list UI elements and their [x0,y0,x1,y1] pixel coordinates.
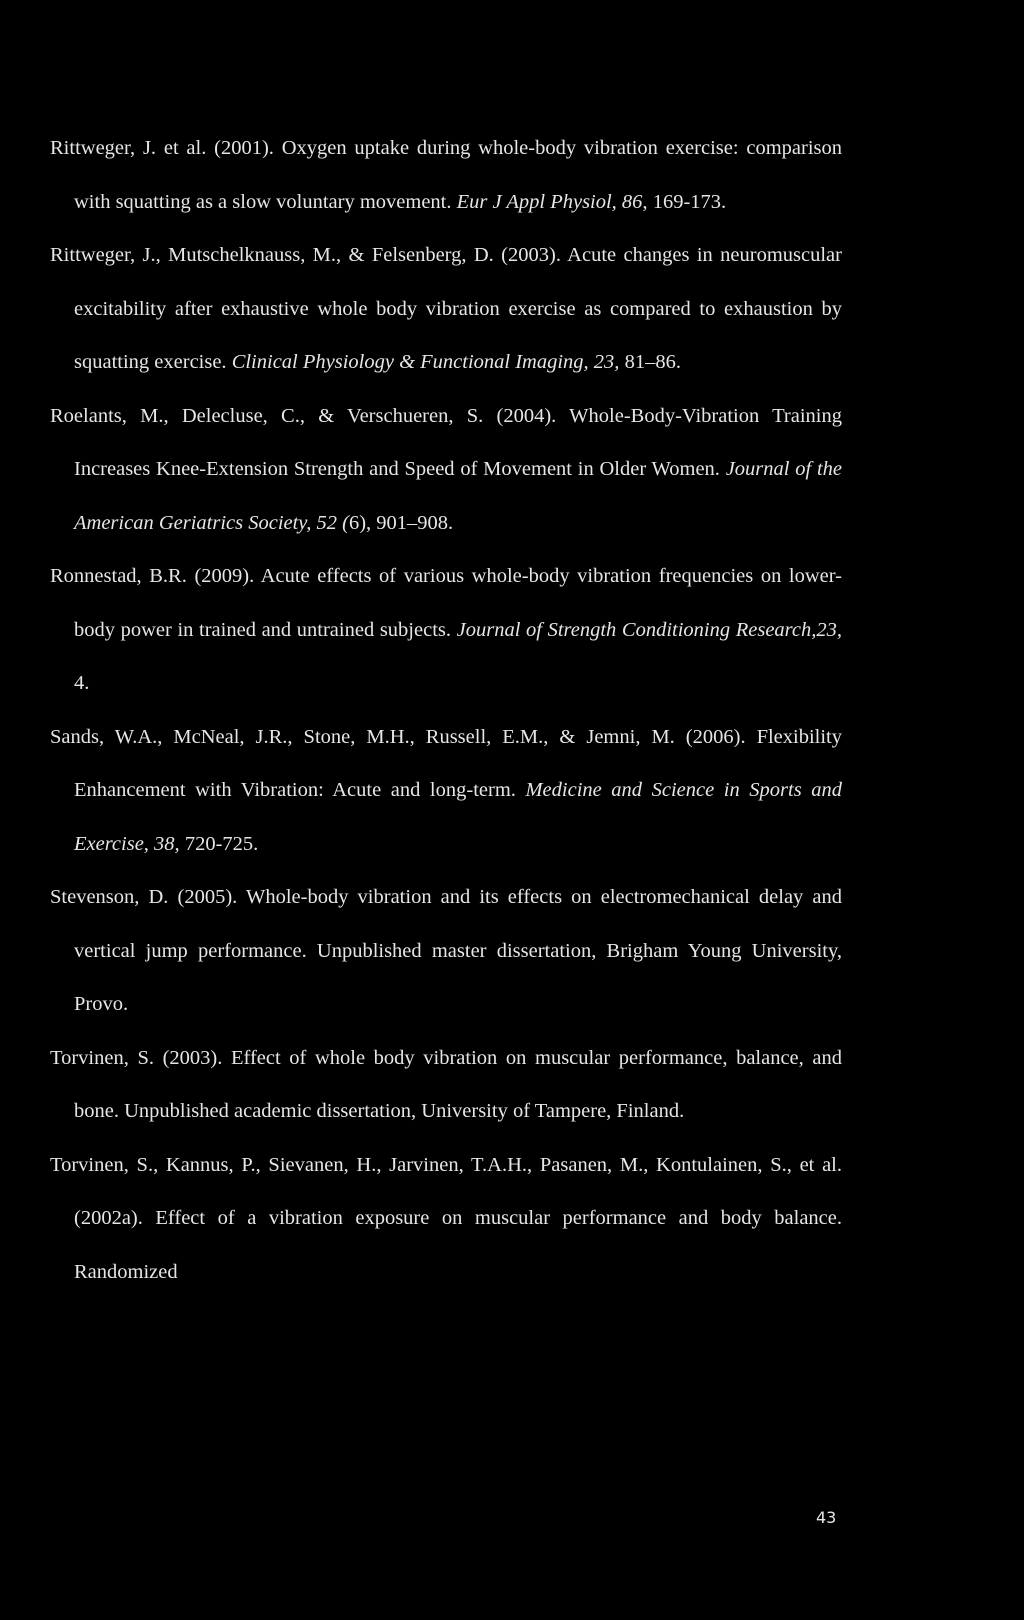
reference-pages: 4. [74,672,90,694]
reference-text: Torvinen, S. (2003). Effect of whole body vibration on muscular performance, balance, and bone. Unpublished academic dissertation, University of Tampere, Finland. [50,1046,842,1122]
reference-entry [50,229,842,390]
reference-source: Clinical Physiology & Functional Imaging, 23, [231,351,620,373]
reference-entry [50,122,842,229]
reference-text: Stevenson, D. (2005). Whole-body vibration and its effects on electromechanical delay and vertical jump performance. Unpublished master dissertation, Brigham Young University, Provo. [50,886,842,1015]
reference-source: Eur J Appl Physiol, 86, [456,190,648,213]
reference-source: Medicine and Science in Sports and Exercise, 38, [74,779,843,855]
reference-text: Ronnestad, B.R. (2009). Acute effects of various whole-body vibration frequencies on lower-body power in trained and untrained subjects. [50,565,842,641]
reference-text: Rittweger, J., Mutschelknauss, M., & Felsenberg, D. (2003). Acute changes in neuromuscular excitability after exhaustive whole body vibration exercise as compared to exhaustion by squatting exercise. [50,244,842,373]
reference-text: Torvinen, S., Kannus, P., Sievanen, H., Jarvinen, T.A.H., Pasanen, M., Kontulainen, S., et al. (2002a). Effect of a vibration exposure on muscular performance and body balance. Randomized [50,1153,842,1283]
reference-entry [50,1139,842,1300]
page-number: 43 [816,1508,837,1527]
reference-source: Journal of the American Geriatrics Society, 52 ( [74,458,843,534]
reference-entry [50,1032,842,1139]
reference-source: Journal of Strength Conditioning Research,23, [456,618,842,641]
reference-text: Roelants, M., Delecluse, C., & Verschueren, S. (2004). Whole-Body-Vibration Training Increases Knee-Extension Strength and Speed of Movement in Older Women. [50,404,842,480]
reference-entry [50,390,842,551]
reference-pages: 720-725. [179,832,259,855]
reference-text: Sands, W.A., McNeal, J.R., Stone, M.H., Russell, E.M., & Jemni, M. (2006). Flexibility Enhancement with Vibration: Acute and long-term. [50,725,842,801]
reference-entry [50,871,842,1032]
reference-pages: 81–86. [619,351,681,373]
reference-text: Rittweger, J. et al. (2001). Oxygen uptake during whole-body vibration exercise: comparison with squatting as a slow voluntary movement. [50,137,842,213]
reference-pages: 169-173. [647,190,727,213]
reference-list [50,122,842,1299]
reference-entry [50,550,842,711]
reference-pages: 6), 901–908. [348,511,454,534]
reference-entry [50,711,842,872]
